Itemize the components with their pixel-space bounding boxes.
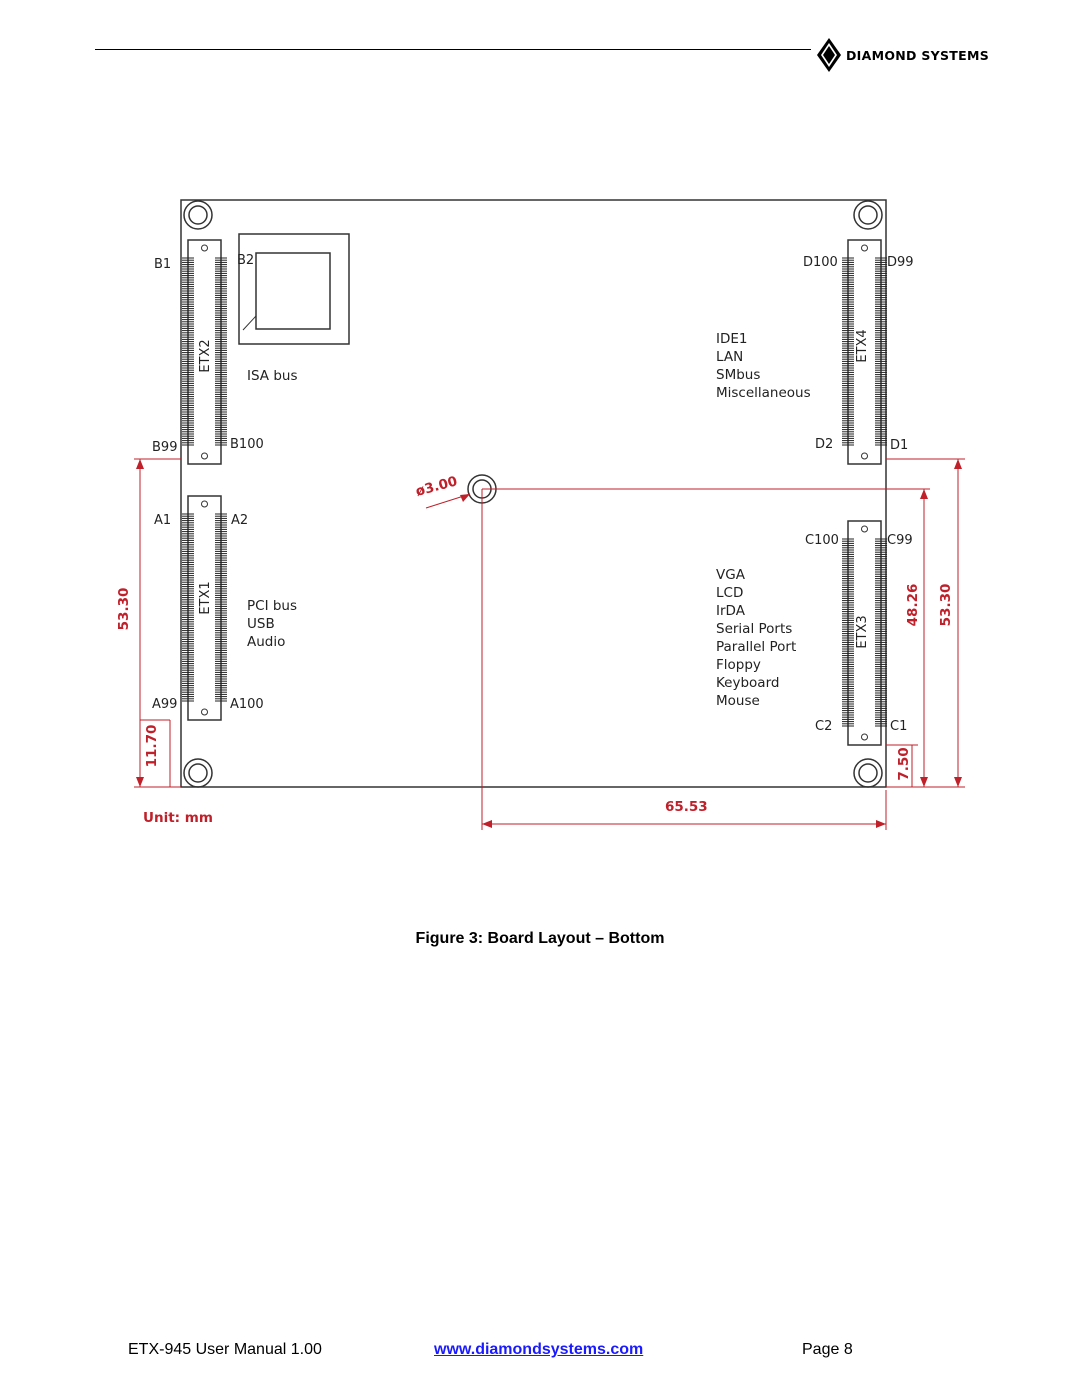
etx3-function-label: Mouse: [716, 693, 760, 709]
logo-text: DIAMOND SYSTEMS: [846, 47, 990, 63]
pin-label-d100: D100: [803, 255, 838, 270]
etx1-function-label: Audio: [247, 634, 286, 650]
left-bottom-dimension: 11.70: [144, 724, 160, 768]
pin-label-a1: A1: [154, 513, 172, 528]
pin-label-d2: D2: [815, 437, 834, 452]
etx3-function-label: Keyboard: [716, 675, 780, 691]
pin-label-b100: B100: [230, 437, 264, 452]
etx4-function-label: Miscellaneous: [716, 385, 811, 401]
etx3-function-label: Floppy: [716, 657, 761, 673]
etx1-function-label: USB: [247, 616, 275, 632]
pin-label-b2: B2: [237, 253, 255, 268]
etx4-label: ETX4: [855, 329, 870, 363]
pin-label-a100: A100: [230, 697, 264, 712]
pin-label-b99: B99: [152, 440, 178, 455]
etx1-function-label: PCI bus: [247, 598, 297, 614]
pin-label-d99: D99: [887, 255, 914, 270]
right-outer-height-dimension: 53.30: [938, 583, 954, 627]
hole-diameter-dimension: ø3.00: [413, 473, 460, 500]
unit-label: Unit: mm: [143, 810, 213, 826]
etx2-label: ETX2: [198, 339, 213, 373]
etx3-function-label: LCD: [716, 585, 744, 601]
pin-label-c99: C99: [887, 533, 913, 548]
pin-label-c2: C2: [815, 719, 833, 734]
pin-label-b1: B1: [154, 257, 172, 272]
pin-label-c100: C100: [805, 533, 839, 548]
etx3-function-label: IrDA: [716, 603, 745, 619]
etx3-function-label: VGA: [716, 567, 745, 583]
etx3-label: ETX3: [855, 615, 870, 649]
footer-page-number: Page 8: [802, 1341, 853, 1358]
footer-website-link[interactable]: www.diamondsystems.com: [434, 1341, 644, 1358]
pin-label-c1: C1: [890, 719, 908, 734]
right-bottom-dimension: 7.50: [896, 747, 912, 781]
etx4-function-label: LAN: [716, 349, 744, 365]
right-inner-height-dimension: 48.26: [905, 583, 921, 627]
etx1-label: ETX1: [198, 581, 213, 615]
footer-manual-title: ETX-945 User Manual 1.00: [128, 1341, 322, 1358]
etx4-function-label: SMbus: [716, 367, 761, 383]
etx3-function-label: Serial Ports: [716, 621, 793, 637]
etx4-function-label: IDE1: [716, 331, 748, 347]
pin-label-d1: D1: [890, 438, 909, 453]
figure-caption: Figure 3: Board Layout – Bottom: [415, 930, 665, 947]
pin-label-a2: A2: [231, 513, 249, 528]
width-dimension: 65.53: [665, 799, 708, 815]
etx3-function-label: Parallel Port: [716, 639, 797, 655]
left-height-dimension: 53.30: [116, 587, 132, 631]
etx2-function-label: ISA bus: [247, 368, 298, 384]
board-outline: [181, 200, 886, 787]
pin-label-a99: A99: [152, 697, 178, 712]
